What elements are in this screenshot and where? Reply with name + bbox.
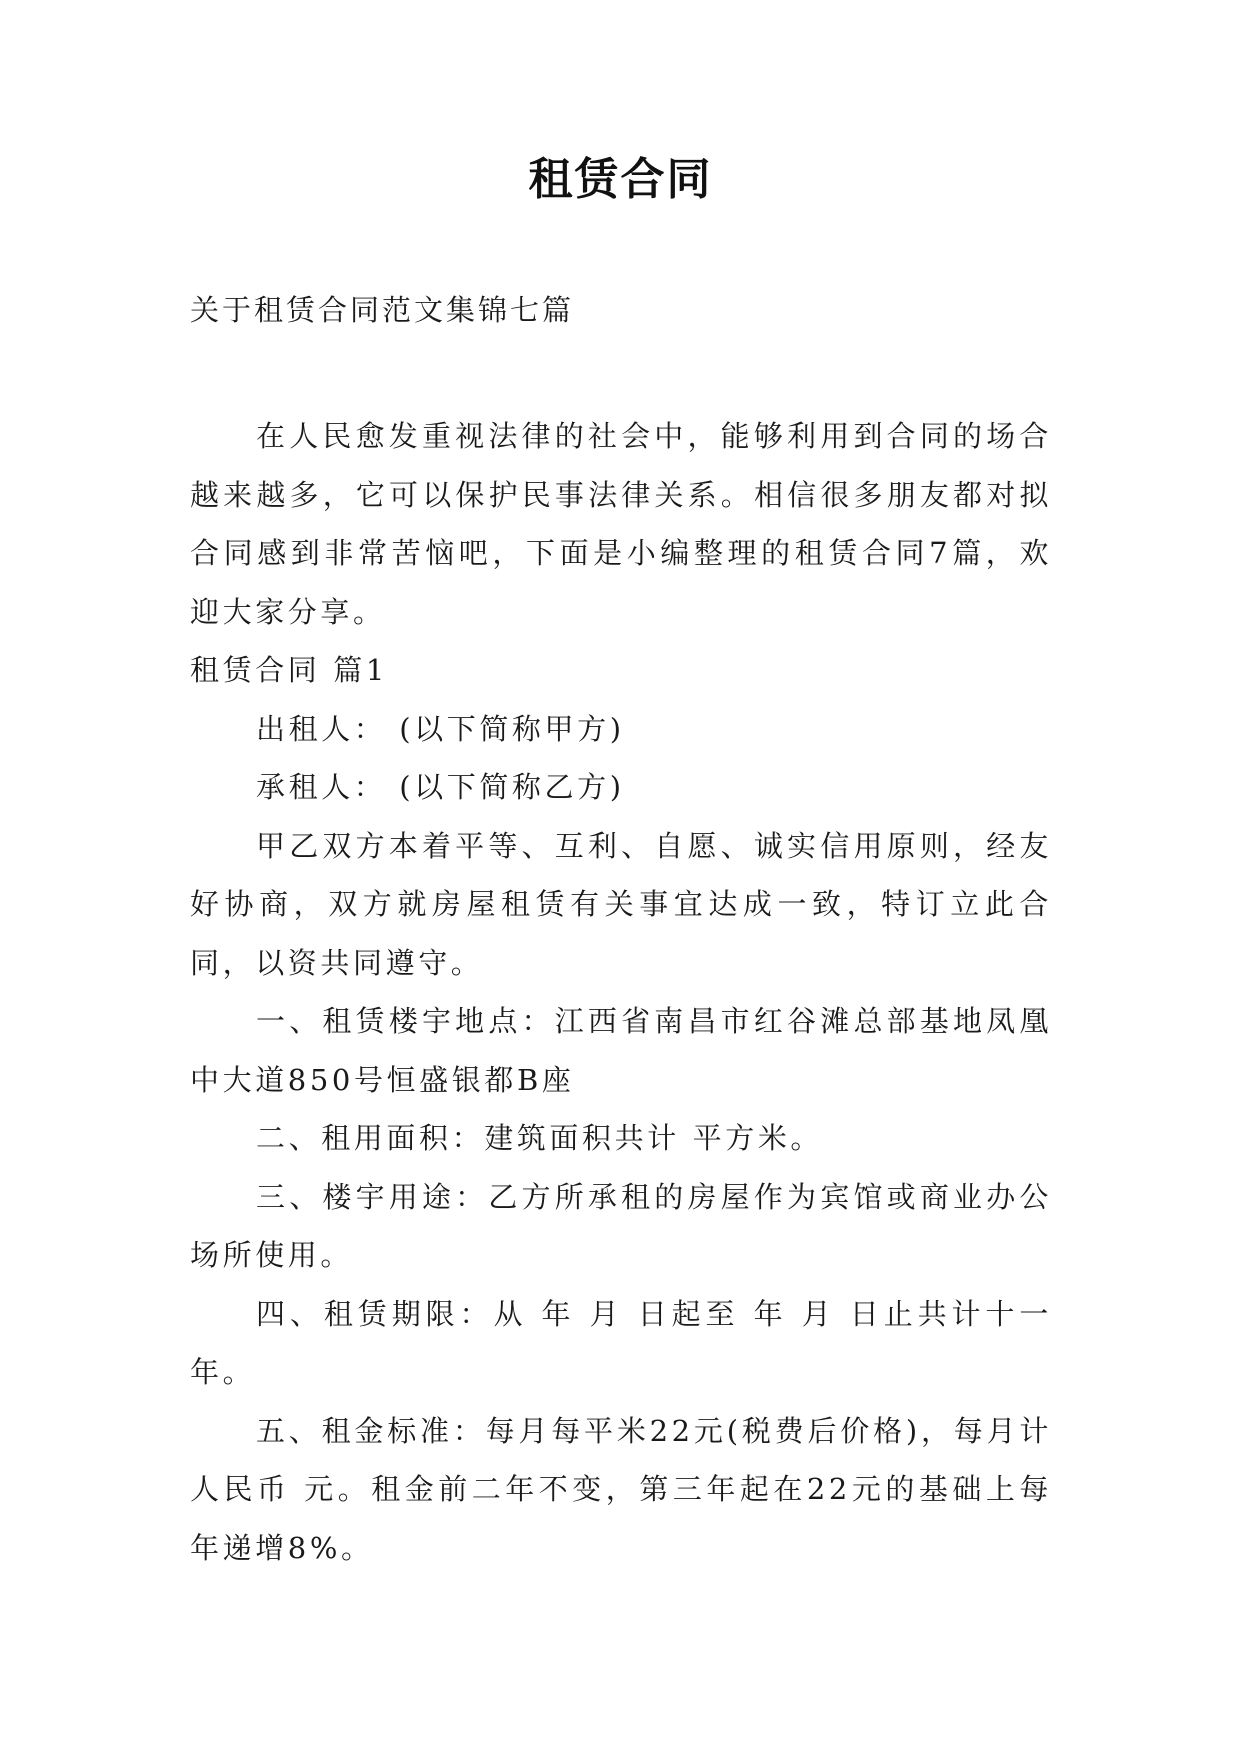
document-body (190, 407, 1052, 1577)
clause-rent: 五、租金标准：每月每平米22元(税费后价格)，每月计人民币 元。租金前二年不变，第三年起在22元的基础上每年递增8%。 (190, 1413, 1052, 1565)
clause-location: 一、租赁楼宇地点：江西省南昌市红谷滩总部基地凤凰中大道850号恒盛银都B座 (190, 1004, 1052, 1097)
document-title: 租赁合同 (528, 154, 713, 205)
clause-usage: 三、楼宇用途：乙方所承租的房屋作为宾馆或商业办公场所使用。 (190, 1179, 1052, 1272)
document-subtitle: 关于租赁合同范文集锦七篇 (190, 293, 575, 327)
lessor-line: 出租人： (以下简称甲方) (256, 711, 625, 746)
intro-paragraph: 在人民愈发重视法律的社会中，能够利用到合同的场合越来越多，它可以保护民事法律关系。相信很多朋友都对拟合同感到非常苦恼吧，下面是小编整理的租赁合同7篇，欢迎大家分享。 (190, 419, 1052, 629)
lessee-line: 承租人： (以下简称乙方) (256, 770, 625, 804)
section-heading: 租赁合同 篇1 (190, 653, 388, 687)
preamble-paragraph: 甲乙双方本着平等、互利、自愿、诚实信用原则，经友好协商，双方就房屋租赁有关事宜达成一致，特订立此合同，以资共同遵守。 (190, 828, 1052, 980)
clause-area: 二、租用面积：建筑面积共计 平方米。 (256, 1121, 824, 1155)
clause-term: 四、租赁期限：从 年 月 日起至 年 月 日止共计十一年。 (190, 1296, 1052, 1389)
